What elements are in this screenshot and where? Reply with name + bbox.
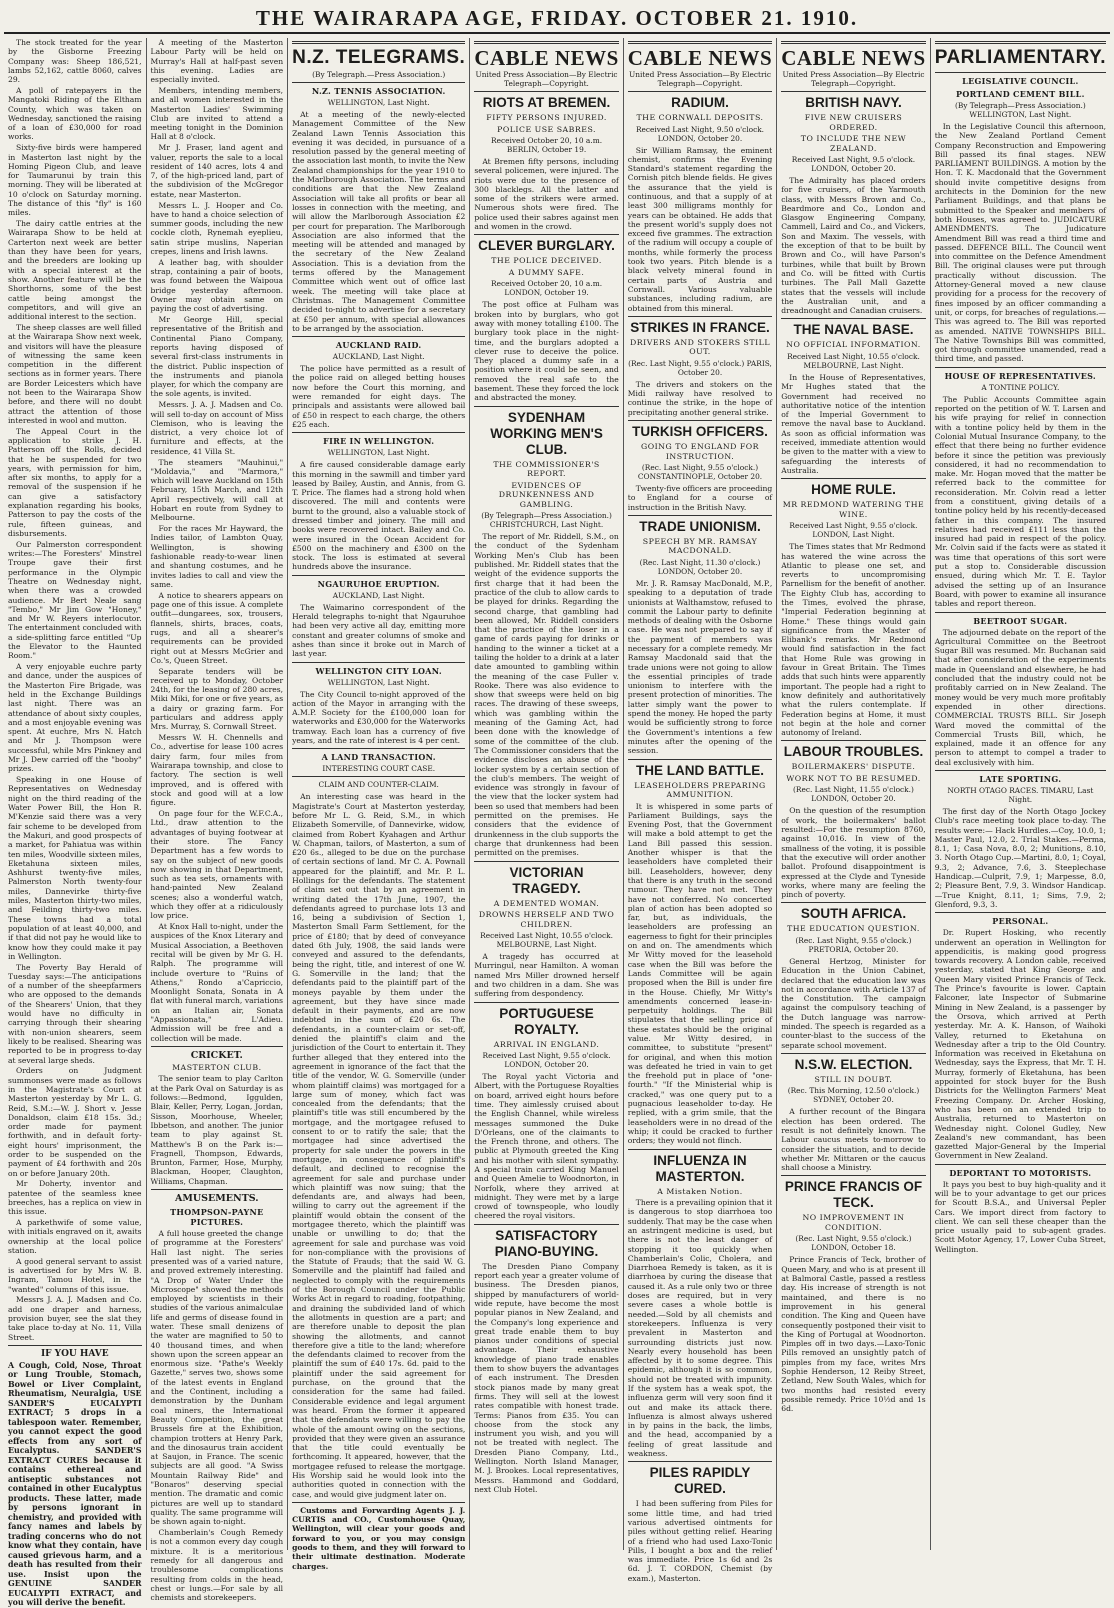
news-paragraph: The dairy cattle entries at the Wairarapa Show to be held at Carterton next week are better than they have been for years, and the breeders are looking up with a special interest at the show. Another feature will be the Shorthorns, some of the best cattle being amongst the competitors, and will give an additional interest to the section. [8,219,142,322]
divider [151,1046,284,1047]
section-heading: RIOTS AT BREMEN. [482,95,611,110]
masthead-title: THE WAIRARAPA AGE, FRIDAY. OCTOBER 21. 1910. [255,6,859,30]
dateline: Received Last Night, 10.55 o'clock. MELBOURNE, Last Night. [787,351,920,370]
divider [628,759,772,760]
ad-heading: IF YOU HAVE [40,1348,109,1359]
divider [781,318,925,319]
column-2-paragraphs [151,38,284,1043]
section-heading: VICTORIAN TRAGEDY. [509,864,584,896]
section-text: The Royal yacht Victoria and Albert, with the Portuguese Royalties on board, arrived eight hours before time. They aimlessly cruised about the English Channel, while wireless messages summoned the Duke D'Orleans, one of the claimants to the French throne, and others. The public at Plymouth greeted the King and his mother with silent sympathy. A special train carried King Manuel and Queen Amelie to Woodnorton, in Norfolk, where they arrived at midnight. They were met by a large crowd of townspeople, who loudly cheered the royal visitors. [474,1072,619,1221]
dateline: AUCKLAND, Last Night. [332,590,425,600]
section-subheading: DRIVERS AND STOKERS STILL OUT. [630,337,771,357]
section-text: Sir William Ramsay, the eminent chemist, confirms the Evening Standard's statement regarding the Cornish pitch blende fields. He gives the assurance that the yield is continuous, and that a supply of at least 300 milligrams monthly for years can be obtained. He adds that the present world's supply does not exceed five grammes. The extraction of the radium will occupy a couple of months, while formerly the process took two years. Pitch blende is a black velvety mineral found in certain parts of Austria and Cornwall. Various valuable substances, including radium, are obtained from this mineral. [627,145,773,313]
cricket-text: The senior team to play Carlton at the Park Oval on Saturday is as follows:—Bedmond, Iggulden, Blair, Keller, Perry, Logan, Jordan, Sisson, Moorhouse, Wheeler, Ibbetson, and another. The junior team to play against St. Matthew's B on the Park is:—Fragnell, Thompson, Edwards, Brunton, Farmer, Hose, Murphy, Blackman, Hooper, Claughton, Williams, Chapman. [150,1074,284,1186]
divider [628,420,772,421]
section-subheading: ARRIVAL IN ENGLAND. [493,1039,600,1049]
divider [474,234,618,235]
divider [781,740,925,741]
news-paragraph: On page four for the W.F.C.A., Ltd., draw attention to the advantages of buying footwear at their store. The Fancy Department has a few words to say on the subject of new goods now showing in that Department, such as tea sets, ornaments with hand-painted New Zealand scenes; also a wonderful watch, which they offer at a ridiculously low price. [150,809,284,921]
dateline: WELLINGTON, Last Night. [327,448,430,458]
column-1-paragraphs [8,38,142,1342]
column-6-sections [781,95,925,1414]
divider [292,662,465,663]
divider [292,432,465,433]
section-heading: FIRE IN WELLINGTON. [323,436,435,447]
dateline: Received Last Night, 9.5 o'clock. LONDON, October 20. [791,155,916,173]
section-text: The Times states that Mr Redmond has watered the wine across the Atlantic to please one set, and reverts to uncompromising Parnellism for the benefit of another. The Eighty Club has, according to the Times, evolved the phrase, "Imperial Federation beginning at Home." These things would gain significance from the Master of Elibank's remarks. Mr Redmond would find satisfaction in the fact that Home Rule was growing in favour in Great Britain. The Times adds that such hints were apparently important. The people had a right to know definitely and authoritatively what the rulers contemplate. If Federation begins at Home, it must not begin at the hole and corner autonomy of Ireland. [781,542,926,738]
divider [935,1164,1106,1165]
section-heading: N.Z. TENNIS ASSOCIATION. [311,86,446,96]
dateline: AUCKLAND, Last Night. [332,352,425,362]
section-subheading: THE CORNWALL DEPOSITS. [636,113,764,122]
section-text: A further recount of the Bingara election has been ordered. The result is not definitely known. The Labour caucus meets to-morrow to consider the situation, and to decide whether Mr. Mittaren or the caucus shall choose a Ministry. [781,1107,926,1173]
section-subheading: THE POLICE DECEIVED. [491,256,602,266]
divider [474,1224,618,1225]
dateline: (Rec. Last Night, 9.55 o'clock.) PARIS, October 20. [628,358,772,377]
section-heading: HOME RULE. [811,482,896,498]
section-heading: PILES RAPIDLY CURED. [649,1465,751,1497]
divider [292,776,465,777]
section-heading: N.S.W. ELECTION. [794,1056,913,1072]
dateline: INTERESTING COURT CASE. [322,764,436,774]
amusements-subheading: THOMPSON-PAYNE PICTURES. [170,1207,264,1228]
amusements-heading: AMUSEMENTS. [175,1193,259,1205]
dateline: (Rec. Last Night, 9.55 o'clock.) CONSTANTINOPLE, October 20. [637,463,763,482]
double-rule [292,41,465,44]
news-paragraph: A poll of ratepayers in the Mangatoki Riding of the Eltham County, which was taken on Wednesday, sanctioned the raising of a loan of £30,000 for road works. [8,85,142,142]
press-credit: United Press Association—By Electric Telegraph—Copyright. [475,70,618,88]
double-rule [628,41,772,44]
dateline: (Rec. Last Night, 9.55 o'clock.) LONDON, October 18. [795,1234,912,1253]
eucalypti-advert: A Cough, Cold, Nose, Throat or Lung Trouble, Stomach, Bowel or Liver Complaint, Rheumatism, Neuralgia, USE SANDER'S EUCALYPTI EXTRACT; 5 drops in a tablespoon water. Remember, you cannot expect the good effects from any sort of Eucalyptus. SANDER'S EXTRACT CURES because it contains ethereal and antiseptic substances not contained in other Eucalyptus products. These latter, made by persons ignorant in chemistry, and provided with fancy names and labels by trading concerns who do not know what they contain, have caused grievous harm, and a death has resulted from their use. Insist upon the GENUINE SANDER EUCALYPTI EXTRACT, and you will derive the benefit. [8,1360,142,1608]
section-heading: THE LAND BATTLE. [636,762,764,778]
dateline: (Rec. This Morning, 12.50 o'clock.) SYDNEY, October 20. [787,1086,920,1105]
dateline: (By Telegraph—Press Association.) WELLINGTON, Last Night. [954,101,1086,119]
section-text: Mr. J. R. Ramsay MacDonald, M.P., speaking to a deputation of trade unionists at Walthamstow, refused to commit the Labour party to definite methods of dealing with the Osborne case. He was not prepared to say if the payment of members was necessary for a complete remedy. Mr Ramsay Macdonald said that the trade unions were not going to allow the essential principles of trade unionism to interfere with the present protection of minorities. The latter simply want the power to spend the money. He hoped the party would be sufficiently strong to force the Government's intentions a few minutes after the opening of the session. [627,578,773,756]
dateline: CLAIM AND COUNTER-CLAIM. [318,780,439,790]
section-subheading: NO IMPROVEMENT IN CONDITION. [802,1213,905,1232]
dateline: (Rec. Last Night, 11.55 o'clock.) LONDON, October 20. [793,785,914,804]
divider [292,336,465,337]
divider [781,91,925,92]
section-heading: INFLUENZA IN MASTERTON. [653,1152,747,1184]
section-subheading-2: A DUMMY SAFE. [508,267,585,277]
section-heading: RADIUM. [671,95,729,110]
divider [628,515,772,516]
section-heading: SOUTH AFRICA. [800,906,907,922]
section-text: In the Legislative Council this afternoon, the New Zealand Portland Cement Company Reconstruction and Empowering Bill passed its final stages. NEW PARLIAMENT BUILDINGS. A motion by the Hon. T. K. Macdonald that the Government should invite competitive designs from architects in the Dominion for the new Parliament Buildings, and that plans be submitted to the Speaker and members of both Houses, was agreed to. JUDICATURE AMENDMENTS. The Judicature Amendment Bill was read a third time and passed. DEFENCE BILL. The Council went into committee on the Defence Amendment Bill. The original clauses were put through practically without discussion. The Attorney-General moved a new clause providing for a process for the recovery of fines imposed by an officer commanding a unit, or corps, for breaches of regulations.—This was agreed to. The Bill was reported as amended. NATIVE TOWNSHIPS BILL. The Native Townships Bill was committed, got through committee unamended, read a third time, and passed. [934,122,1106,364]
section-subheading: NO OFFICIAL INFORMATION. [786,340,921,350]
dateline: Received Last Night, 9.50 o'clock. LONDON, October 20. [635,124,765,143]
column-1 [4,38,146,1608]
column-4-sections [474,95,618,1494]
column-3-sections [292,86,465,1499]
section-heading: TURKISH OFFICERS. [632,424,768,440]
divider [474,406,618,407]
divider [474,1002,618,1003]
section-heading: AUCKLAND RAID. [335,340,422,351]
news-paragraph: Sixty-five birds were hampered in Masterton last night by the Homing Pigeon Club, and leave for Taumarunui by train this morning. They will be liberated at 10 o'clock on Saturday morning. The distance of this "fly" is 160 miles. [8,143,142,218]
dateline: WELLINGTON, Last Night. [327,677,430,687]
section-text: Twenty-five officers are proceeding to England for a course of instruction in the British Navy. [627,484,773,512]
column-4 [469,38,622,1550]
news-paragraph: The sheep classes are well filled at the Wairarapa Show next week, and visitors will have the pleasure of witnessing the same keen competition in the different sections as in former years. There are Border Leicesters which have not been to the Wairarapa Show before, and there will no doubt attract the attention of those interested in wool and mutton. [8,322,142,425]
amusements-text-1: A full house greeted the change of programme at the Foresters' Hall last night. The series presented was of a varied nature, and proved extremely interesting. "A Drop of Water Under the Microscope" showed the methods employed by scientists in their studies of the various animalculae life and germs of disease found in water. These small denizens of the water are magnified to 50 to 40 thousand times, and when shown upon the screen appear an enormous size. "Pathe's Weekly Gazette," serves two, shows some of the latest events in England and the Continent, including a demonstration by the Dunham coal miners, the International Beauty Competition, the great Brussels fire at the Exhibition, champion trotters at Henry Park, and the dinosaurus train accident at Saujon, in France. The scenic subjects are all good. "A Swiss Mountain Railway Ride" and "Bonaros" deserving special mention. The dramatic and comic pictures are well up to standard quality. The same programme will be shown again to-night. [150,1229,284,1527]
news-paragraph: Speaking in one House of Representatives on Wednesday night on the third reading of the Water Power Bill, the Hon R. M'Kenzie said there was a very fair scheme to be developed from the Makuri, and good prospects of a market, for Pahiatua was within ten miles, Woodville sixteen miles, Eketahuna sixteen miles, Ashhurst twenty-five miles, Palmerston North twenty-four miles, Dannevirke thirty-five miles, Masterton thirty-two miles, and Feilding thirty-two miles. These towns had a total population of at least 40,000, and if that did not pay he would like to know how they could make it pay in Wellington. [8,775,142,961]
section-text: General Hertzog, Minister for Education in the Union Cabinet, declared that the education law was not in accordance with Article 137 of the Constitution. The campaign against the compulsory teaching of the Dutch language was narrow-minded. The speech is regarded as a counter-blast to the success of the separate school movement. [781,956,926,1050]
cable-news-heading: CABLE NEWS [781,46,926,70]
dateline: NORTH OTAGO RACES. TIMARU, Last Night. [947,786,1094,804]
column-7-sections [935,89,1106,1254]
section-subheading-2: WORK NOT TO BE RESUMED. [786,773,921,783]
section-heading: BEETROOT SUGAR. [973,615,1068,626]
divider [935,912,1106,913]
divider [781,478,925,479]
curtis-advert: Customs and Forwarding Agents J. J. CURTIS and CO., Customhouse Quay, Wellington, will clear your goods and forward to you, or you may consign goods to them, and they will forward to their ultimate destination. Moderate charges. [292,1505,466,1571]
news-paragraph: The Poverty Bay Herald of Tuesday says:—The anticipations of a number of the sheepfarmers who are opposed to the demands of the Shearers' Union, that they would have no difficulty in carrying through their shearing with non-union shearers, seem likely to be realised. Shearing was reported to be in progress to-day at several large sheds. [8,962,142,1065]
column-5 [623,38,776,1583]
nz-telegrams-heading: N.Z. TELEGRAMS. [292,47,466,68]
column-3 [287,38,469,1571]
section-subheading: FIVE NEW CRUISERS ORDERED. [804,113,903,132]
section-heading: PERSONAL. [992,916,1049,927]
section-text: In the House of Representatives, Mr Hughes stated that the Government had received no authoritative notice of the intention of the Imperial Government to remove the naval base to Auckland. As soon as official information was received, immediate attention would be given to the matter with a view to safeguarding the interests of Australia. [781,372,926,475]
news-paragraph: Messrs L. J. Hooper and Co. have to hand a choice selection of summer goods, including the new cockle cloth, Rynemah eyeplieu, satin stripe muslins, Naperian crepes, linens and Irish lawns. [150,200,284,257]
divider [628,1149,772,1150]
section-text: It pays you best to buy high-quality and it will be to your advantage to get our prices for Scoutt B.S.A., and Universal Pepler Cars. We import direct from factory to client. We can sell these cheaper than the price usually paid to sub-agent grades. Scott Motor Agency, 17, Lower Cuba Street, Wellington. [934,1179,1106,1254]
dateline: (Rec. Last Night, 9.55 o'clock.) PRETORIA, October 20. [795,935,912,954]
dateline: Received October 20, 10 a.m. LONDON, October 19. [491,279,603,298]
news-paragraph: Mr George Hill, special representative of the British and Continental Piano Company, reports having disposed of several first-class instruments in the district. Public inspection of the instruments and pianola player, for which the company are the sole agents, is invited. [150,315,284,399]
dateline: A TONTINE POLICY. [981,382,1060,392]
section-text: On the question of the resumption of work, the boilermakers' ballot resulted:—For the resumption 8760, against 10,016. In view of the smallness of the voting, it is possible that the executive will order another ballot. Profound disappointment is expressed at the Clyde and Tyneside works, where many are feeling the pinch of poverty. [781,806,926,900]
press-credit: United Press Association—By Electric Telegraph—Copyright. [782,70,925,88]
news-paragraph: At Knox Hall to-night, under the auspices of the Knox Literary and Musical Association, a Beethoven recital will be given by Mr G. H. Ralph. The programme will include overture to "Ruins of Athens," Rondo a'Capriccio, Moonlight Sonata, Sonata in A flat with funeral march, variations on an Italian air, Sonata "Appassionata," L'Adieu. Admission will be free and a collection will be made. [150,922,284,1043]
section-text: The drivers and stokers on the Midi railway have resolved to continue the strike, in the hope of precipitating another general strike. [627,379,773,417]
divider [292,82,465,83]
masthead [0,6,1114,32]
column-7 [930,38,1110,1550]
section-text: A tragedy has occurred at Murringul, near Hamilton. A woman named Mrs Miller drowned herself and two children in a dam. She was suffering from despondency. [474,952,619,999]
parliamentary-heading: PARLIAMENTARY. [934,47,1106,68]
double-rule [781,41,925,44]
news-paragraph: For the races Mr Hayward, the Indies tailor, of Lambton Quay, Wellington, is showing fashionable ready-to-wear linen and shantung costumes, and he invites ladies to call and view the same. [150,524,284,589]
section-subheading: BOILERMAKERS' DISPUTE. [791,762,916,772]
section-heading: PORTUGUESE ROYALTY. [499,1005,594,1037]
news-paragraph: Mr J. Fraser, land agent and valuer, reports the sale to a local resident of 140 acres, lots 4 and 7, of the high-priced land, part of the subdivision of the McGregor estate, near Masterton. [150,143,284,199]
section-subheading: THE EDUCATION QUESTION. [787,924,920,934]
section-text: The Dresden Piano Company report each year a greater volume of business. The Dresden pianos, shipped by manufacturers of world-wide repute, have become the most popular pianos in New Zealand, and the Company's long experience and great trade enable them to buy pianos under conditions of special advantage. Their exhaustive knowledge of piano trade enables them to show buyers the advantages of each instrument. The Dresden stock pianos made by many great firms. They will sell at the lowest rates compatible with honest trade. Terms: Pianos from £35. You can choose from the stock any instrument you wish, and you will not be treated with neglect. The Dresden Piano Company, Ltd., Wellington. North Island Manager, M. J. Brookes. Local representatives, Messrs. Hammond and Goddard, next Club Hotel. [474,1261,619,1494]
section-text: The police have permitted as a result of the police raid on alleged betting houses now before the Court this morning, and were remanded for eight days. The principals and assistants were allowed bail of £50 in respect to each charge, the others £25 each. [292,364,466,429]
dateline: Received Last Night, 9.55 o'clock. LONDON, October 20. [482,1051,611,1070]
news-paragraph: A very enjoyable euchre party and dance, under the auspices of the Masterton Fire Brigade, was held in the Exchange Buildings last night. There was an attendance of about sixty couples, and a most enjoyable evening was spent. At euchre, Mrs N. Hatch and Mr J. Thompson were successful, while Mrs Pinkney and Mr J. Dew carried off the "booby" prizes. [8,662,142,774]
section-heading: WELLINGTON CITY LOAN. [315,665,442,676]
news-paragraph: The Appeal Court in the application to strike J. H. Patterson off the Rolls, decided that he be suspended for two years, with permission for him, after six months, to apply for a removal of the suspension if he can give a satisfactory explanation regarding his books, Patterson to pay the costs of the rule, fifteen guineas, and disbursements. [8,426,142,538]
news-paragraph: Members, intending members, and all women interested in the Masterton Ladies' Swimming Club are invited to attend a meeting tonight in the Dominion Hall at 8 o'clock. [150,85,284,142]
divider [781,1053,925,1054]
divider [628,316,772,317]
divider [292,1502,465,1503]
section-text: Dr. Rupert Hosking, who recently underwent an operation in Wellington for appendicitis, is making good progress towards recovery. A London cable, received yesterday, stated that King George and Queen Mary visited Prince Francis of Teck. The Prince's favourite is lower. Captain Falconer, late Inspector of Submarine Mining in New Zealand, is a passenger by the Orsova, which arrived at Perth yesterday. Mr. A. K. Hanson, of Waihoki Valley, returned to Eketahuna on Wednesday after a trip to the Old Country. Information was received in Eketahuna on Wednesday, says the Express, that Mr. T. H. Murray, formerly of Eketahuna, has been appointed for stock buyer for the Bush Districts for the Wellington Farmers' Meat Freezing Company. Dr. Archer Hosking, who has been on an extended trip to Australia, returned to Masterton on Wednesday night. Colonel Gudley, New Zealand's new commandant, has been gazetted Major-General by the Imperial Government in New Zealand. [934,928,1106,1161]
section-text: At Bremen fifty persons, including several policemen, were injured. The riots were due to the presence of 300 blacklegs. All the latter and some of the strikers were armed. Numerous shots were fired. The police used their sabres against men and women in the crowd. [474,157,619,232]
news-paragraph: A leather bag, with shoulder strap, containing a pair of boots, was found between the Waipoua bridge yesterday afternoon. Owner may obtain same on paying the cost of advertising. [150,257,284,314]
section-heading: TRADE UNIONISM. [639,518,761,534]
cable-news-heading: CABLE NEWS [627,46,773,70]
section-subheading-2: TO INCLUDE THE NEW ZEALAND. [800,134,907,153]
news-paragraph: Messrs. J. A. J. Madsen and Co. will sell to-day on account of Miss Clemison, who is leaving the district, a very choice lot of furniture and effects, at the residence, 41 Villa St. [150,400,284,456]
divider [474,91,618,92]
press-credit: United Press Association—By Electric Telegraph—Copyright. [628,70,772,88]
divider [781,902,925,903]
divider [781,1175,925,1176]
section-text: At a meeting of the newly-elected Management Committee of the New Zealand Lawn Tennis Association this evening it was decided, in pursuance of a resolution passed by the general meeting of the association last month, to invite the New Zealand championships for the year 1910 to the Marlborough Association. The terms and conditions are that the New Zealand Association will take all profits or bear all losses in connection with the meeting, and will allow the Marlborough Association £2 per court for preparation. The Marlborough Association are also informed that the meeting will be attended and managed by the secretary of the New Zealand Association. This is a deviation from the terms offered by the Management Committee which went out of office last week. The meeting will take place at Christmas. The Management Committee decided to-night to advertise for a secretary at £50 per annum, with special allowances to be arranged by the association. [292,110,466,333]
section-heading: STRIKES IN FRANCE. [630,319,770,335]
double-rule [935,41,1106,44]
section-subheading: SPEECH BY MR. RAMSAY MACDONALD. [642,536,758,556]
divider [292,748,465,749]
section-text: The first day of the North Otago Jockey Club's race meeting took place to-day. The results were:— Hack Hurdles.—Coy, 10.0, 1; Master Paul, 12.0, 2. Trial Stakes.—Perma, 8.1, 1; Casa Nova, 8.0, 2; Munitions, 8.10, 3. North Otago Cup.—Martini, 8.0, 1; Coyal, 9.3, 2; Advance, 7.6, 3. Steeplechase Handicap.—Culprit, 7.9, 1; Marpesse, 8.0, 2; Pleasure Bent, 7.9, 3. Windsor Handicap.—True Knight, 8.11, 1; Sims, 7.9, 2; Glenford, 9.3, 3. [934,807,1106,909]
column-6 [776,38,929,1550]
dateline: (By Telegraph—Press Association.) CHRISTCHURCH, Last Night. [481,511,612,530]
dateline: WELLINGTON, Last Night. [327,98,430,107]
section-subheading: A DEMENTED WOMAN. [493,898,600,908]
section-subheading-2: DROWNS HERSELF AND TWO CHILDREN. [478,910,615,929]
section-heading: CLEVER BURGLARY. [478,238,615,254]
columns [4,38,1110,1608]
section-text: The Public Accounts Committee again reported on the petition of W. T. Larsen and his wife praying for relief in connection with a tontine policy held by them in the Colonial Mutual Insurance Company, to the effect that there being no further evidence before it since the petition was previously considered, it had no recommendation to make. Mr. Hogan moved that the matter be referred back to the committee for reconsideration. Mr. Colvin read a letter from a constituent, giving details of a tontine policy held by his recently-deceased father in this company. The insured relatives had received £111 less than the insured had paid in respect of the policy. Mr. Colvin said if the facts were as stated it was time that operations of this sort were put a stop to. Considerable discussion ensued, during which Mr. T. E. Taylor advised the setting up of an Insurance Board, with power to examine all insurance tables and report thereon. [934,394,1106,609]
section-text: I had been suffering from Piles for some little time, and had tried various advertised ointments for piles without getting relief. Hearing of a friend who had used Laxo-Tonic Pills, I bought a box and the relief was immediate. Price 1s 6d and 2s 6d. J. T. CORDON, Chemist (by exam.), Masterton. [627,1499,773,1583]
council-heading: LEGISLATIVE COUNCIL. [962,76,1079,86]
divider [935,612,1106,613]
news-paragraph: A good general servant to assist is advertised for by Mrs W. B. Ingram, Tamou Hotel, in the "wanted" columns of this issue. [8,1256,142,1294]
section-subheading-2: POLICE USE SABRES. [497,124,597,134]
cable-news-heading: CABLE NEWS [474,46,619,70]
press-credit: (By Telegraph.—Press Association.) [312,70,446,79]
section-heading: HOUSE OF REPRESENTATIVES. [944,370,1097,381]
dateline: Received October 20, 10 a.m. BERLIN, October 19. [491,136,603,154]
section-text: There is a prevailing opinion that it is dangerous to stop diarrhoea too suddenly. That may be the case when an astringent medicine is used, but there is not the least danger of stopping it too quickly when Chamberlain's Colic, Cholera, and Diarrhoea Remedy is taken, as it is diarrhoea by curing the disease that caused it. As a rule only two or three doses are required, but in very severe cases a whole bottle is needed.—Sold by all chemists and storekeepers. Influenza is very prevalent in Masterton and surrounding districts just now. Nearly every household has been affected by it to some degree. This epidemic, although it is so common, should not be treated with impunity. If the system has a weak spot, the influenza germ will very soon find it out and make its attack there. Influenza is almost always ushered in by pains in the back, the limbs, and the head, accompanied by a feeling of great lassitude and weakness. [627,1198,773,1459]
divider [628,91,772,92]
section-heading: DEPORTANT TO MOTORISTS. [949,1167,1092,1178]
double-rule [474,41,618,44]
section-heading: A LAND TRANSACTION. [321,752,436,763]
section-heading: SYDENHAM WORKING MEN'S CLUB. [490,409,603,457]
dateline: Received Last Night, 10.55 o'clock. MELBOURNE, Last Night. [480,931,613,950]
divider [935,367,1106,368]
column-5-sections [628,95,772,1583]
section-subheading: GOING TO ENGLAND FOR INSTRUCTION. [640,442,760,461]
divider [292,575,465,576]
section-heading: BRITISH NAVY. [805,95,902,110]
news-paragraph: Separate tenders will be received up to Monday, October 24th, for the leasing of 280 acres, Miki Miki, for one or five years, as a dairy or grazing farm. For particulars and address apply Mrs. Murray, S. Cornwall Street. [150,666,284,732]
section-heading: LABOUR TROUBLES. [783,744,924,760]
news-paragraph: The stock treated for the year by the Gisborne Freezing Company was: Sheep 186,521, lambs 52,162, cattle 8060, calves 29. [8,38,142,85]
cricket-heading: CRICKET. [190,1049,243,1061]
section-subheading: STILL IN DOUBT. [814,1074,893,1084]
section-text: An interesting case was heard in the Magistrate's Court at Masterton yesterday, before Mr L. G. Reid, S.M., in which Elizabeth Somerville, of Dannevirke, widow, claimed from Robert Kyahagen and Arthur W. Chapman, tailors, of Masterton, a sum of £20 6s., alleged to be due on the purchase of certain sections of land. Mr C. A. Pownall appeared for the plaintiff, and Mr. P. L. Hollings for the defendants. The statement of claim set out that by an agreement in writing dated the 17th June, 1907, the defendants agreed to purchase lots 13 and 16, being a subdivision of Section 1, Masterton Small Farm Settlement, for the price of £180; that by deed of conveyance dated 6th July, 1908, the said lands were conveyed and assured to the defendants, being the right, title, and interest of one W. G. Somerville in the land; that the defendants paid to the plaintiff part of the moneys payable by them under the agreement, but they have since made default in their payments, and are now indebted in the sum of £20 6s. The defendants, in a counter-claim or set-off, denied the plaintiff's claim and the jurisdiction of the Court to entertain it. They further alleged that they entered into the agreement in ignorance of the fact that the title of the vendor, W. G. Somerville (under whom plaintiff claims) was mortgaged for a large sum of money, which fact was concealed from the defendants; that the plaintiff's title was still encumbered by the mortgage, and the mortgagee refused to consent to or to ratify the sale; that the mortgagee had since advertised the property for sale under the powers in the mortgage, in consequence of plaintiff's default, and declined to recognise the agreement for sale and purchase under which plaintiff was now suing; that the defendants are, and always had been, willing to carry out the agreement if the plaintiff would obtain the consent of the mortgagee thereto, which the plaintiff was unable or unwilling to do; that the agreement for sale and purchase was void for non-compliance with the provisions of the Statute of Frauds; that the said W. G. Somerville and the plaintiff had failed and neglected to comply with the requirements of the Borough Council under the Public Works Act in regard to roading, footpathing, and draining the subdivided land of which the allotments in question are a part; and are therefore unable to deposit the plan showing the allotments, and cannot therefore give a title to the land; wherefore the defendants claimed to recover from the plaintiff the sum of £40 17s. 6d. paid to the plaintiff under the said agreement for purchase, on the ground that the consideration for the same had failed. Considerable evidence and legal argument was heard. From the former it appeared that the defendants were willing to pay the whole of the amount owing on the sections, provided that they were given an assurance that the title could eventually be forthcoming. It appeared, however, that the mortgagee refused to release the mortgage. His Worship said he would look into the authorities quoted in connection with the case, and would give judgment later on. [292,792,466,1499]
section-subheading: LEASEHOLDERS PREPARING AMMUNITION. [634,780,766,800]
section-subheading: FIFTY PERSONS INJURED. [486,113,607,122]
section-text: The adjourned debate on the report of the Agricultural Committee on the Beetroot Sugar Bill was resumed. Mr. Buchanan said that after consideration of the experiments made in Queensland and elsewhere, he had concluded that the industry could not be profitably carried on in New Zealand. The money would be very much more profitably expended in other directions. COMMERCIAL TRUSTS BILL. Sir Joseph Ward moved the committal of the Commercial Trusts Bill, which, he explained, made it an offence for any person to attempt to compel a trader to deal exclusively with him. [934,627,1106,767]
divider [628,1461,772,1462]
section-heading: SATISFACTORY PIANO-BUYING. [494,1227,599,1259]
section-heading: NGAURUHOE ERUPTION. [317,578,440,589]
dateline: (Rec. Last Night, 11.30 o'clock.) LONDON, October 20. [639,557,761,576]
section-subheading-2: EVIDENCES OF DRUNKENNESS AND GAMBLING. [498,480,595,509]
news-paragraph: Messrs W. H. Chennells and Co., advertise for lease 100 acres dairy farm, four miles from Wairarapa township, and close to factory. The section is well improved, and is offered with stock and good will at a low figure. [150,733,284,808]
section-text: The Admiralty has placed orders for five cruisers, of the Yarmouth class, with Messrs Brown and Co., Beardmore and Co., London and Glasgow Engineering Company, Cammell, Laird and Co., and Vickers, Son and Maxim. The vessels, with the exception of that to be built by Brown and Co., will have Parson's turbines, while that built by Brown and Co. will be fitted with Curtis turbines. The Pall Mall Gazette states that the vessels will include the Australian unit, and a dreadnought and Canadian cruisers. [781,176,926,316]
news-paragraph: A meeting of the Masterton Labour Party will be held on Murray's Hall at half-past seven this evening. Ladies are especially invited. [150,38,284,85]
section-subheading: A Mistaken Notion. [657,1186,743,1196]
news-paragraph: Messrs J. A. J. Madsen and Co. add one draper and harness, provision buyer, see the slat they take place to-day at No. 11, Villa Street. [8,1295,142,1342]
section-text: The City Council to-night approved of the action of the Mayor in arranging with the A.M.P. Society for the £100,000 loan for waterworks and £30,000 for the Waterworks tramway. Each loan has a currency of five years, and the rate of interest is 4 per cent. [292,689,466,746]
news-paragraph: A parkethwife of some value, with initials engraved on it, awaits ownership at the local police station. [8,1218,142,1255]
cricket-subheading: MASTERTON CLUB. [172,1062,262,1072]
news-paragraph: Our Palmerston correspondent writes:—The Foresters' Minstrel Troupe gave their first performance in the Olympic Theatre on Wednesday night, when there was a crowded audience. Mr Bert Neale sang "Tembo," Mr Jim Gow "Honey," and Mr W. Reyers interlocutor. The entertainment concluded with a side-splitting farce entitled "Up the Elevator to the Haunted Room." [8,539,142,661]
section-heading: THE NAVAL BASE. [793,322,914,338]
news-paragraph: The steamers "Mauhinui," "Moldavia," and "Marmora," which will leave Auckland on 15th February, 15th March, and 12th April respectively, will call at Hobart en route from Sydney to Melbourne. [150,457,284,523]
section-text: The report of Mr. Riddell, S.M., on the conduct of the Sydenham Working Men's Club has been published. Mr. Riddell states that the weight of the evidence supports the first charge that it had been the practice of the club to allow cards to be played for drinks. Regarding the second charge, that gambling had been allowed, Mr. Riddell considers that the practice of the loser in a game of cards paying for drinks or handing to the winner a ticket at a tailing the holder to a drink at a later date amounted to gambling within the meaning of the case Fuller v. Rooke. There was also evidence to show that sweeps were held on big races. The drawing of these sweeps, which was gambling within the meaning of the Gaming Act, had been done with the knowledge of some of the committee of the club. The Commissioner considers that the evidence discloses an abuse of the locker system by a certain section of the club's members. The weight of evidence was strongly in favour of the view that the locker system had been so used that members had been permitted on the premises. He considers that the evidence of drunkenness in the club supports the charge that drunkenness had been permitted on the premises. [474,532,619,858]
column-2 [146,38,288,1603]
section-text: It is whispered in some parts of Parliament Buildings, says the Evening Post, that the Government will make a bold attempt to get the Land Bill passed this session. Another whisper is that the leaseholders have completed their bill. Leaseholders, however, deny that there is any truth in the second rumour. They have not met. They have not conferred. No concerted plan of action has been adopted so far, but, as individuals, the leaseholders are professing an eagerness to fight for their principles on and on. The amendments which Mr Witty moved for the leasehold case when the Bill was before the Lands Committee will be again proposed when the Bill is under fire in the House. Chiefly, Mr Witty's amendments concerned lease-in-perpetuity holdings. The Bill stipulates that the selling price of these estates should be the original value. Mr Witty desired, in committee, to substitute "present" for original, and when this motion was defeated he tried in vain to get the freehold put in place of "one-fourth." "If the Ministerial whip is cracked," was one query put to a pugnacious leaseholder to-day. He replied, with a grim smile, that the leaseholders were in no dread of the whip; it could be cracked to further orders; they would not flinch. [627,801,773,1146]
section-text: Prince Francis of Teck, brother of Queen Mary, and who is at present ill at Balmoral Castle, passed a restless day. His increase of strength is not maintained, and there is no improvement in his general condition. The King and Queen have consequently postponed their visit to the King of Portugal at Woodnorton. Pimples off in two days.—Laxo-Tonic Pills removed an unsightly patch of pimples from my face, writes Mrs Sophie Henderson, 12 Reiby Street, Zetland, New South Wales, which for two months had resisted every possible remedy. Price 10½d and 1s 6d. [781,1255,926,1414]
news-paragraph: A notice to shearers appears on page one of this issue. A complete outfit—dungarees, sox, trousers, flannels, shirts, braces, coats, rugs, and all a shearer's requirements can be provided right out at Messrs McGrier and Co.'s, Queen Street. [150,590,284,665]
news-paragraph: Orders on Judgment summonses were made as follows in the Magistrate's Court at Masterton yesterday by Mr L. G. Reid, S.M.:—W. J. Short v. Jesse Donaldson, claim £18 15s. 3d.; order made for payment forthwith, and in default forty-eight hours' imprisonment, the order to be suspended on the payment of £4 forthwith and 20s on or before January 20th. [8,1066,142,1178]
section-subheading: THE COMMISSIONER'S REPORT. [493,459,600,479]
section-heading: LATE SPORTING. [979,774,1062,784]
divider [935,770,1106,771]
section-heading: PORTLAND CEMENT BILL. [956,89,1085,99]
amusements-text-2: Chamberlain's Cough Remedy is not a common every day cough mixture. It is a meritorious remedy for all dangerous and troublesome complications resulting from colds in the head, chest or lungs.—For sale by all chemists and storekeepers. [150,1528,284,1603]
section-text: The post office at Fulham was broken into by burglars, who got away with money totalling £100. The burglary took place in the night-time, and the burglars adopted a clever ruse to deceive the police. They placed a dummy safe in a position where it could be seen, and removed the real safe to the basement. These they forced the lock and abstracted the money. [474,300,619,403]
section-text: The Waimarino correspondent of the Herald telegraphs to-night that Ngauruhoe had been very active all day, emitting more constant and greater columns of smoke and ashes than since it broke out in March of last year. [292,602,466,659]
dateline: Received Last Night, 9.55 o'clock. LONDON, Last Night. [789,521,918,540]
divider [935,72,1106,73]
divider [8,1345,142,1346]
news-paragraph: Mr Doherty, inventor and patentee of the seamless knee breeches, has a replica on view in this issue. [8,1179,142,1217]
section-text: A fire caused considerable damage early this morning in the sawmill and timber yard leased by Bailey, Austin, and Annis, from G. T. Price. The flames had a strong hold when discovered. The mill and contents were burnt to the ground, also a valuable stock of dressed timber and joinery. The mill and books were recovered intact. Bailey and Co. were insured in the Ocean Accident for £500 on the machinery and £300 on the stock. The loss is estimated at several hundreds above the insurance. [292,460,466,572]
section-heading: PRINCE FRANCIS OF TECK. [784,1179,923,1211]
masthead-rule [4,32,1110,34]
divider [151,1189,284,1190]
divider [474,861,618,862]
section-subheading: MR REDMOND WATERING THE WINE. [782,500,925,519]
